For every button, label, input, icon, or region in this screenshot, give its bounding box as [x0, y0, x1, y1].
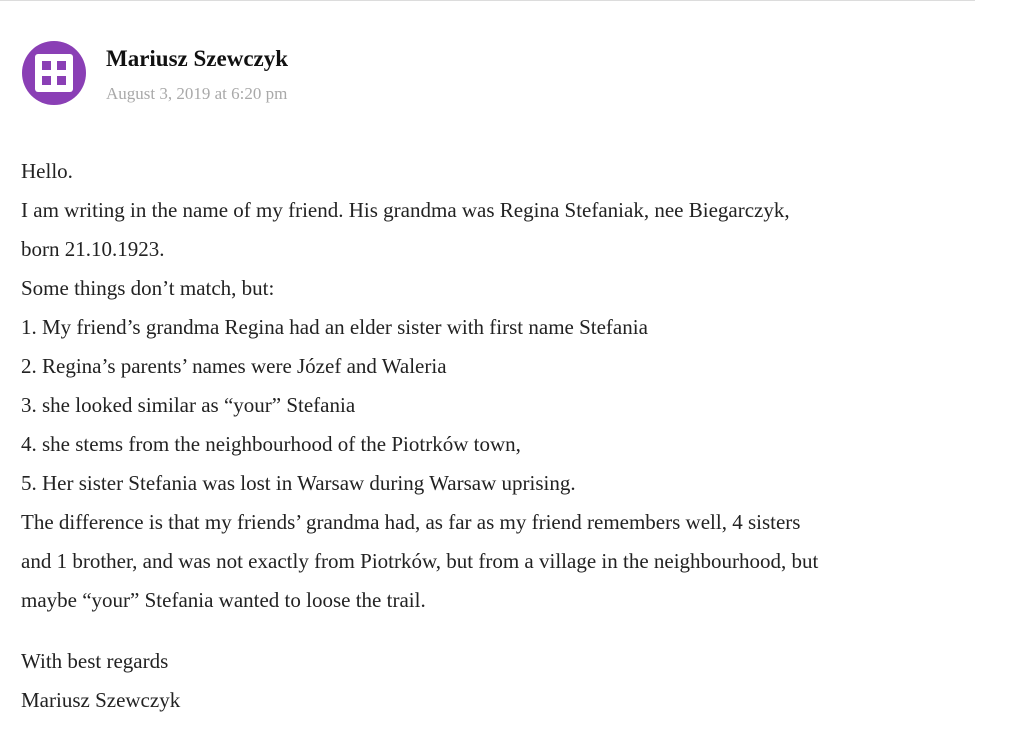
comment-signature: Mariusz Szewczyk [21, 688, 181, 712]
comment-line: The difference is that my friends’ grandma had, as far as my friend remembers well, 4 sisters [21, 510, 801, 534]
comment-body [21, 152, 991, 720]
comment-line: 1. My friend’s grandma Regina had an elder sister with first name Stefania [21, 315, 648, 339]
comment-date-link[interactable]: August 3, 2019 at 6:20 pm [106, 84, 288, 103]
comment-line: born 21.10.1923. [21, 237, 165, 261]
comment-closing: With best regards [21, 649, 169, 673]
comment-line: 2. Regina’s parents’ names were Józef and Waleria [21, 354, 447, 378]
comment-line: 3. she looked similar as “your” Stefania [21, 393, 356, 417]
comment-line: Some things don’t match, but: [21, 276, 275, 300]
avatar[interactable] [22, 41, 86, 105]
comment-line: and 1 brother, and was not exactly from Piotrków, but from a village in the neighbourhood, but [21, 549, 819, 573]
comment-line: I am writing in the name of my friend. His grandma was Regina Stefaniak, nee Biegarczyk, [21, 198, 790, 222]
comment-line: 4. she stems from the neighbourhood of the Piotrków town, [21, 432, 521, 456]
comment-line: Hello. [21, 159, 73, 183]
identicon-avatar-icon [22, 41, 86, 105]
comment-separator [0, 0, 975, 1]
comment-line: maybe “your” Stefania wanted to loose the trail. [21, 588, 426, 612]
comment-author-link[interactable]: Mariusz Szewczyk [106, 46, 289, 71]
comment-line: 5. Her sister Stefania was lost in Warsaw during Warsaw uprising. [21, 471, 576, 495]
